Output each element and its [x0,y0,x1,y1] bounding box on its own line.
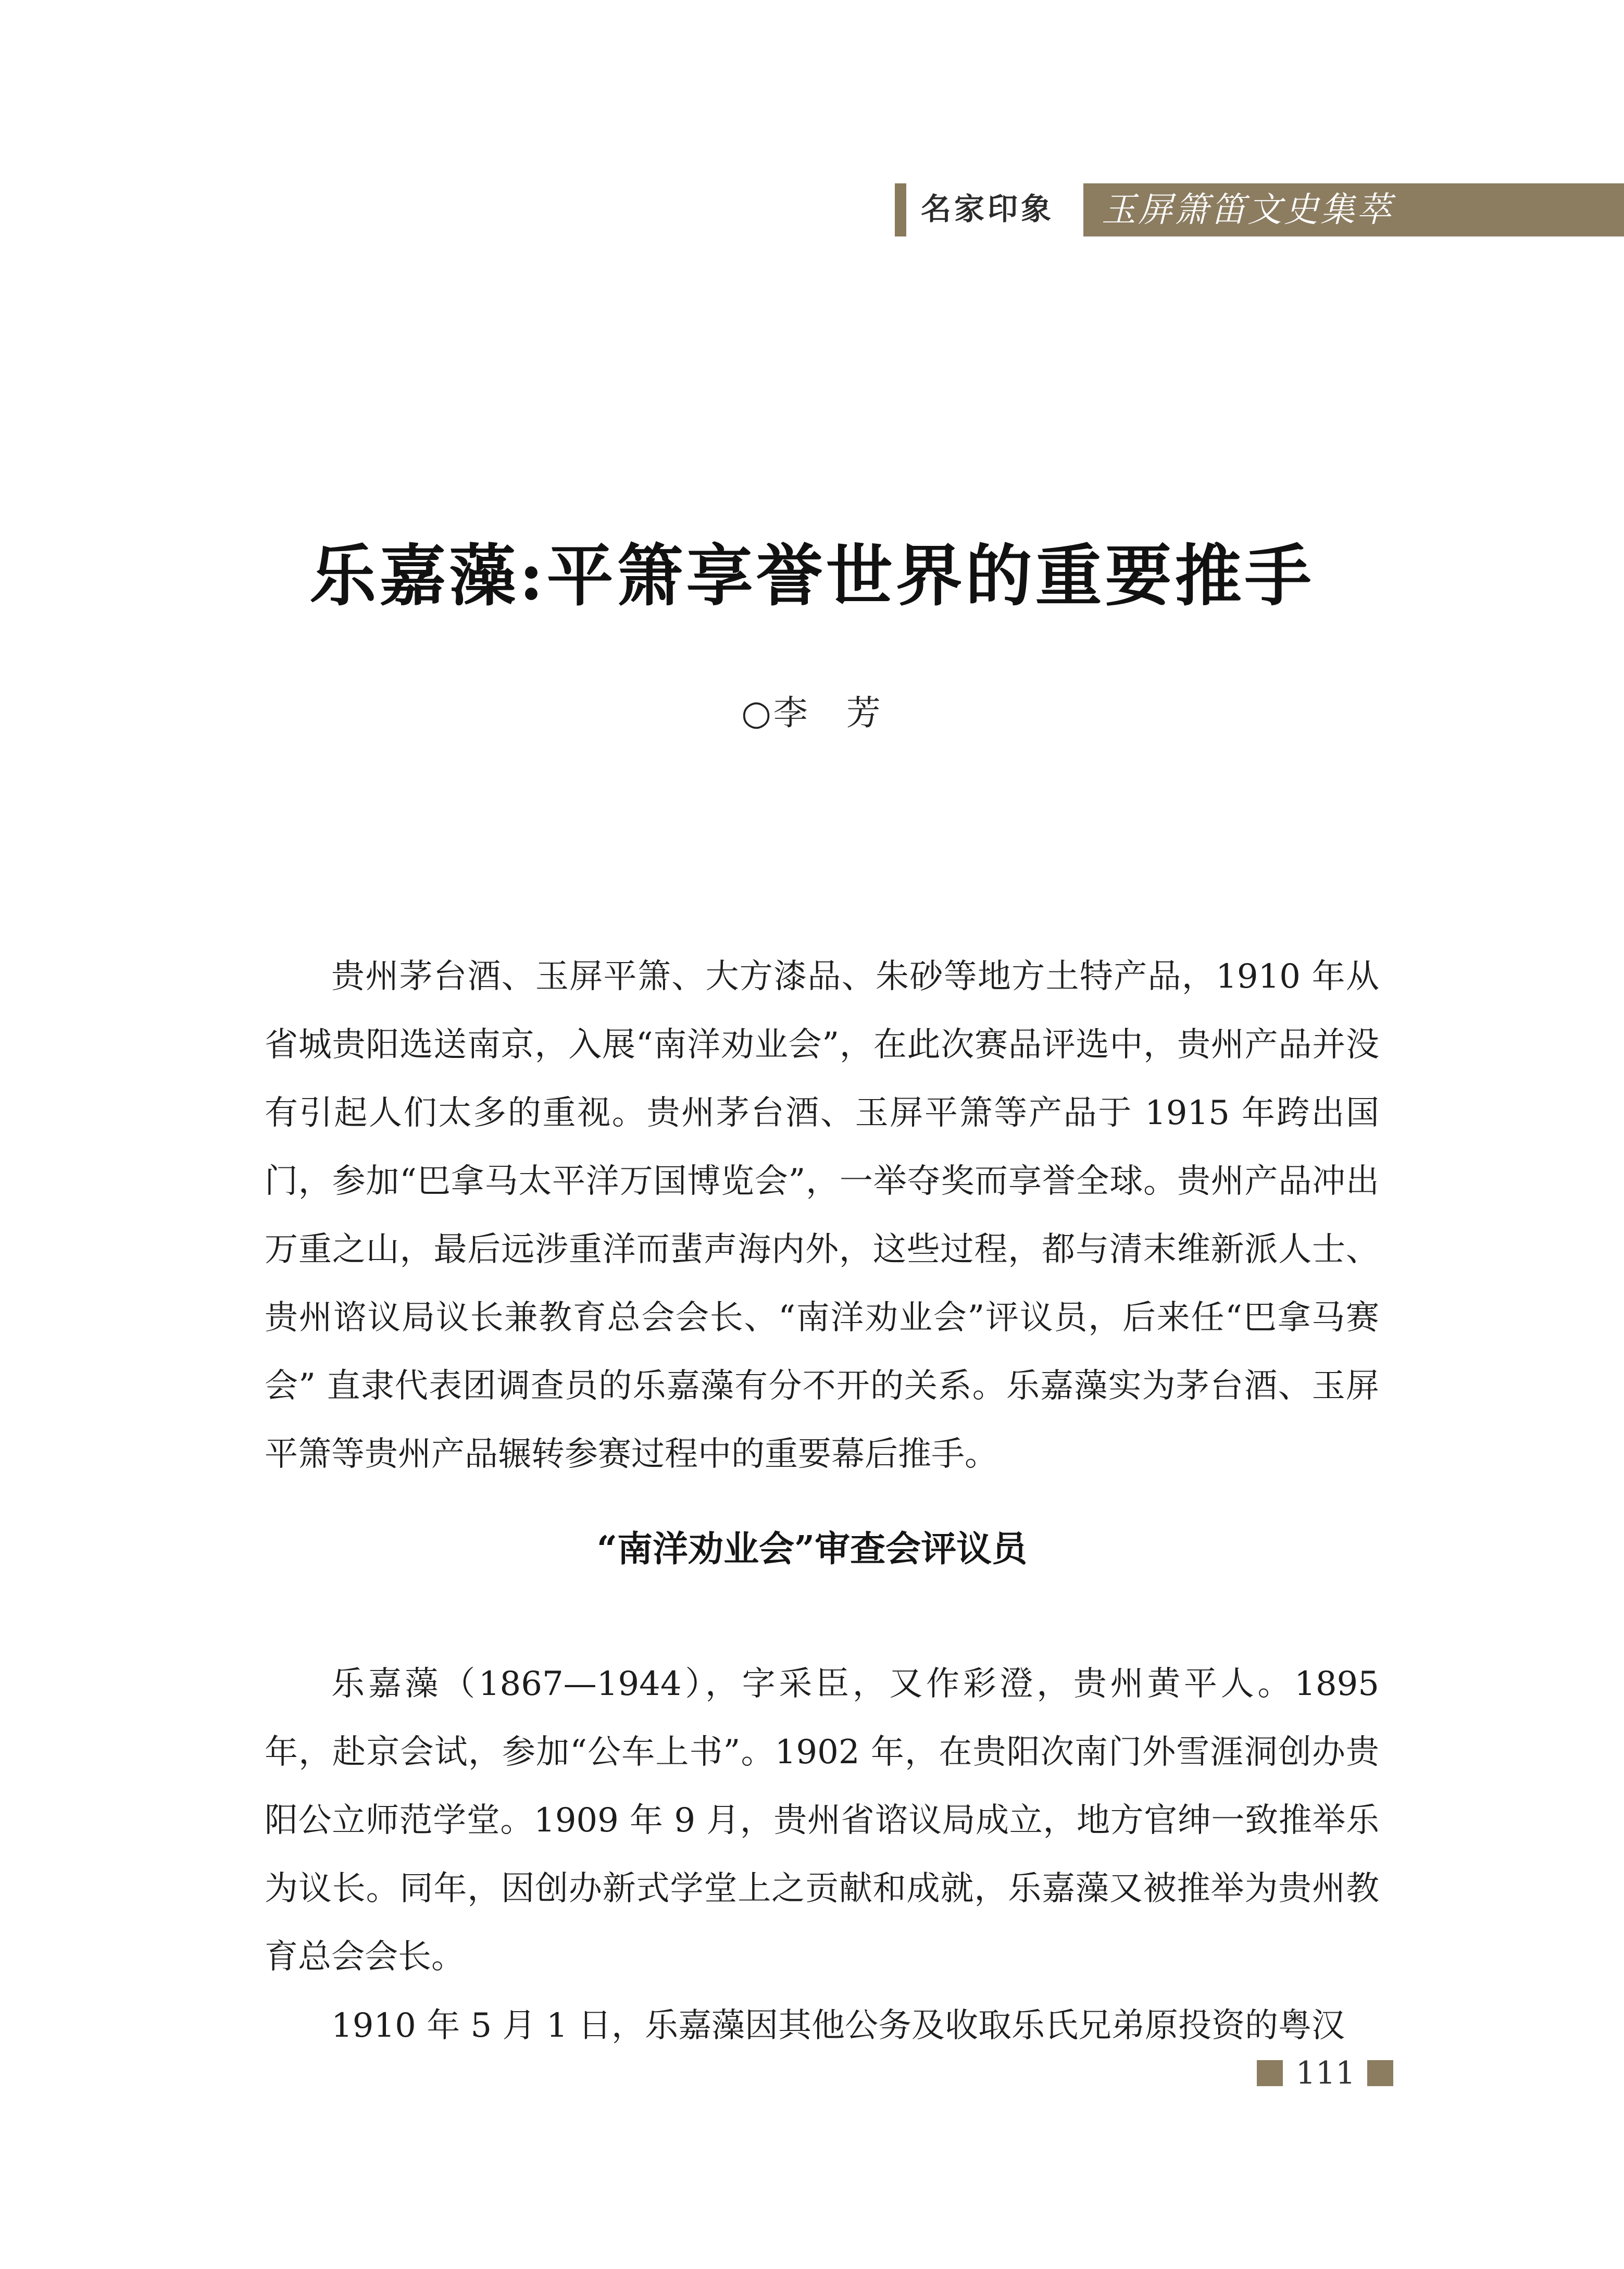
header-marker [895,183,906,236]
body-paragraph: 乐嘉藻（1867—1944），字采臣，又作彩澄，贵州黄平人。1895 年，赴京会试，参加“公车上书”。1902 年，在贵阳次南门外雪涯洞创办贵阳公立师范学堂。1909 年 9 月，贵州省谘议局成立，地方官绅一致推举乐为议长。同年，因创办新式学堂上之贡献和成就，乐嘉藻又被推举为贵州教育总会会长。 [265,1665,1379,1976]
article-title: 乐嘉藻:平箫享誉世界的重要推手 [309,537,1315,615]
section-label: 名家印象 [921,191,1055,227]
footer-square-left [1257,2060,1283,2086]
body-paragraph: 1910 年 5 月 1 日，乐嘉藻因其他公务及收取乐氏兄弟原投资的粤汉 [331,2006,1345,2045]
footer-square-right [1367,2060,1393,2086]
body-paragraph: 贵州茅台酒、玉屏平箫、大方漆品、朱砂等地方土特产品，1910 年从省城贵阳选送南京，入展“南洋劝业会”，在此次赛品评选中，贵州产品并没有引起人们太多的重视。贵州茅台酒、玉屏平箫等产品于 1915 年跨出国门，参加“巴拿马太平洋万国博览会”，一举夺奖而享誉全球。贵州产品冲出万重之山，最后远涉重洋而蜚声海内外，这些过程，都与清末维新派人士、贵州谘议局议长兼教育总会会长、“南洋劝业会”评议员，后来任“巴拿马赛会” 直隶代表团调查员的乐嘉藻有分不开的关系。乐嘉藻实为茅台酒、玉屏平箫等贵州产品辗转参赛过程中的重要幕后推手。 [265,957,1379,1474]
collection-logo: 玉屏箫笛文史集萃 [1102,190,1393,230]
section-heading: “南洋劝业会”审查会评议员 [596,1528,1028,1570]
page-number: 111 [1295,2055,1356,2091]
article-author: ○李 芳 [741,693,883,733]
